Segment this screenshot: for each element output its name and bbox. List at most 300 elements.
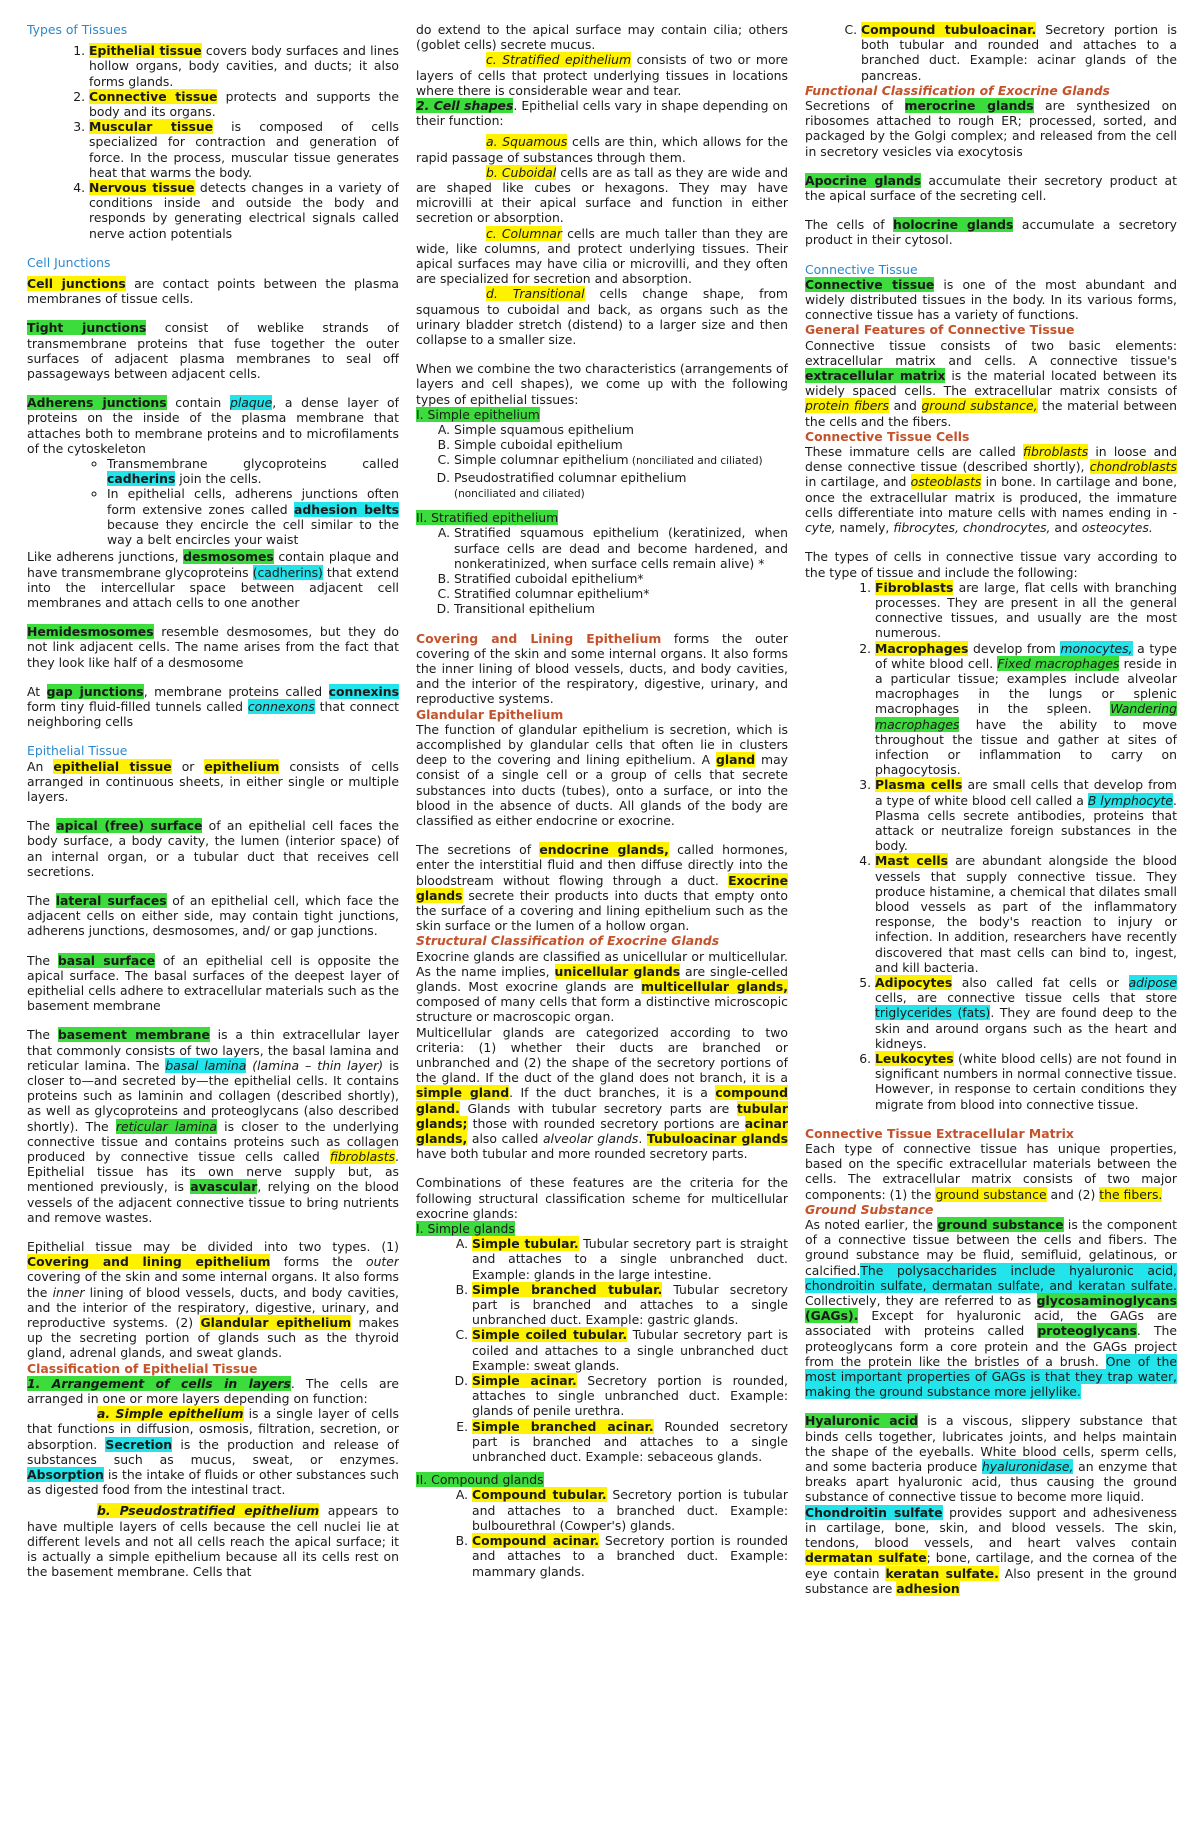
text-span: adhesion <box>896 1580 960 1596</box>
list-item <box>454 452 788 469</box>
text-span: outer <box>366 1254 399 1270</box>
text-span: The <box>27 818 57 834</box>
text-span: Apocrine glands <box>805 172 922 188</box>
heading-ground-substance: Ground Substance <box>805 1201 934 1217</box>
text-span: Fibroblasts <box>875 579 954 595</box>
text-span: is composed of cells specialized for contraction and generation of force. In the process, muscular tissue generates heat that warms the body. <box>89 119 399 180</box>
general-features-paragraph <box>805 338 1177 429</box>
text-span: Pseudostratified columnar epithelium <box>454 469 687 485</box>
text-span: namely, <box>835 520 894 536</box>
text-span: lateral surfaces <box>55 892 167 908</box>
text-span: The <box>27 952 58 968</box>
text-span: Fixed macrophages <box>997 655 1120 671</box>
text-span: basal lamina <box>165 1057 247 1073</box>
list-item <box>89 89 399 119</box>
text-span: cadherins <box>107 471 176 487</box>
text-span: composed of many cells that form a distinctive microscopic structure or macroscopic organ. <box>416 994 788 1025</box>
text-span: alveolar glands <box>542 1131 639 1147</box>
text-span: Stratified columnar epithelium* <box>454 586 650 602</box>
text-span: that extend into the intercellular space between adjacent cell membranes and attach cells to one another <box>27 564 399 610</box>
text-span: forms the <box>270 1254 366 1270</box>
basal-paragraph <box>27 953 399 1014</box>
text-span: Stratified squamous epithelium (keratinized, when surface cells are dead and become hardened, and nonkeratinized, when surface cells remain alive) * <box>454 525 788 571</box>
text-span: tubular glands; <box>416 1100 788 1131</box>
list-item <box>875 975 1177 1051</box>
text-span: have the ability to move throughout the tissue and gather at sites of infection or inflammation to carry on phagocytosis. <box>875 716 1177 778</box>
simple-glands-list <box>416 1236 788 1464</box>
text-span: Chondroitin sulfate <box>805 1504 943 1520</box>
text-span: is closer to—and secreted by—the epithelial cells. It contains proteins such as laminin and collagen (described shortly), as well as glycoproteins and proteoglycans (also described shortly). The <box>27 1057 399 1134</box>
text-span: endocrine glands, <box>539 842 669 858</box>
text-span: Tight junctions <box>27 320 147 336</box>
text-span: basement membrane <box>57 1027 210 1043</box>
multicellular-paragraph <box>416 1025 788 1162</box>
text-span: d. Transitional <box>486 286 585 302</box>
text-span: is the production and release of substances such as mucus, sweat, or enzymes. <box>27 1436 399 1467</box>
text-span: merocrine glands <box>904 98 1034 114</box>
text-span: Muscular tissue <box>89 119 214 135</box>
simple-epithelium-heading <box>416 407 788 422</box>
text-span: and (2) <box>1046 1186 1100 1202</box>
text-span: . Epithelial tissue has its own nerve supply but, as mentioned previously, is <box>27 1149 399 1195</box>
text-span: acinar glands, <box>416 1115 788 1147</box>
text-span: Glands with tubular secretory parts are <box>459 1100 737 1116</box>
text-span: Tubular secretory part is branched and attaches to a single unbranched duct. Example: gastric glands. <box>472 1281 788 1328</box>
squamous-paragraph <box>416 134 788 164</box>
text-span: Compound acinar. <box>472 1533 599 1549</box>
list-item <box>454 437 788 452</box>
heading-connective-tissue: Connective Tissue <box>805 261 918 277</box>
list-item <box>454 470 788 502</box>
text-span: -cyte, <box>805 504 1177 536</box>
text-span: is a viscous, slippery substance that binds cells together, lubricates joints, and helps maintain the shape of the eyeballs. White blood cells, sperm cells, and some bacteria produce <box>805 1413 1177 1475</box>
text-span: is the intake of fluids or other substances such as digested food from the intestinal tract. <box>27 1467 399 1498</box>
text-span: Adherens junctions <box>27 395 167 411</box>
list-item <box>89 43 399 89</box>
text-span: . The cells are arranged in one or more layers depending on function: <box>27 1375 399 1407</box>
text-span: fibrocytes, chondrocytes, <box>893 520 1051 536</box>
text-span: Absorption <box>27 1467 104 1483</box>
text-span: a. Squamous <box>486 134 568 150</box>
text-span: gland <box>715 752 756 768</box>
combine-paragraph: When we combine the two characteristics (arrangements of layers and cell shapes), we come up with the following types of epithelial tissues: <box>416 361 788 407</box>
list-item <box>875 641 1177 778</box>
text-span: detects changes in a variety of conditions inside and outside the body and responds by generating electrical signals called nerve action potentials <box>89 180 399 241</box>
text-span: , membrane proteins called <box>143 683 329 699</box>
text-span: b. Pseudostratified epithelium <box>97 1503 320 1519</box>
list-item <box>454 586 788 601</box>
apical-paragraph <box>27 818 399 879</box>
text-span: I. Simple epithelium <box>416 406 540 422</box>
list-item <box>472 1487 788 1533</box>
text-span: . Epithelial cells vary in shape depending on their function: <box>416 98 788 129</box>
text-span: An <box>27 758 54 774</box>
list-item <box>861 22 1177 83</box>
text-span: keratan sulfate. <box>885 1565 999 1581</box>
text-span: (lamina – thin layer) <box>246 1057 384 1073</box>
list-item <box>875 580 1177 641</box>
text-span: contain plaque and have transmembrane glycoproteins <box>27 549 399 580</box>
text-span: Simple tubular. <box>472 1236 579 1252</box>
glandular-paragraph <box>416 722 788 828</box>
text-span: a. Simple epithelium <box>97 1406 244 1422</box>
list-item <box>89 180 399 241</box>
text-span: cells are as tall as they are wide and are shaped like cubes or hexagons. They may have microvilli at their apical surface and function in either secretion or absorption. <box>416 164 788 226</box>
text-span: glycosaminoglycans (GAGs). <box>805 1293 1177 1324</box>
column-1 <box>27 22 399 1579</box>
text-span: contain <box>166 395 230 411</box>
text-span: and <box>888 398 922 414</box>
text-span: cells are much taller than they are wide, like columns, and protect underlying tissues. Their apical surfaces may have cilia or microvilli, and they often are specialized for secretion and absorption. <box>416 225 788 287</box>
text-span: secrete their products into ducts that empty onto the surface of a covering and lining epithelium such as the skin surface or the lumen of a hollow organ. <box>416 887 788 934</box>
text-span: reticular lamina <box>115 1118 217 1134</box>
text-span: may consist of a single cell or a group of cells that secrete substances into ducts (tubes), onto a surface, or into the blood in the absence of ducts. All glands of the body are classified as either endocrine or exocrine. <box>416 752 788 828</box>
text-span: the material between the cells and the fibers. <box>805 398 1177 429</box>
text-span: an enzyme that breaks apart hyaluronic acid, thus causing the ground substance of connective tissue to become more liquid. <box>805 1459 1177 1505</box>
text-span: called hormones, enter the interstitial fluid and then diffuse directly into the bloodstream without flowing through a duct. <box>416 842 788 888</box>
heading-ecm: Connective Tissue Extracellular Matrix <box>805 1125 1074 1141</box>
text-span: Hyaluronic acid <box>805 1413 919 1429</box>
text-span: The function of glandular epithelium is secretion, which is accomplished by glandular cells that often lie in clusters deep to the covering and lining epithelium. A <box>416 721 788 768</box>
transitional-paragraph <box>416 286 788 347</box>
text-span: cells change shape, from squamous to cuboidal and back, as organs such as the urinary bladder stretch (distend) to a larger size and then collapse to a smaller size. <box>416 286 788 348</box>
list-item <box>472 1533 788 1579</box>
text-span: ; bone, cartilage, and the cornea of the eye contain <box>805 1550 1177 1581</box>
text-span: a type of white blood cell. <box>875 640 1177 671</box>
text-span: extracellular matrix <box>805 368 946 384</box>
text-span: resemble desmosomes, but they do not link adjacent cells. The name arises from the fact that they look like half of a desmosome <box>27 624 399 670</box>
text-span: Except for hyaluronic acid, the GAGs are associated with proteins called <box>805 1308 1177 1339</box>
text-span: have both tubular and more rounded secretory parts. <box>416 1146 748 1162</box>
text-span: of an epithelial cell is opposite the apical surface. The basal surfaces of the deepest layer of epithelial cells adhere to extracellular materials such as the basement membrane <box>27 952 399 1014</box>
text-span: , relying on the blood vessels of the adjacent connective tissue to bring nutrients and remove wastes. <box>27 1179 399 1225</box>
stratified-paragraph <box>416 52 788 98</box>
ground-substance-paragraph <box>805 1217 1177 1399</box>
pseudostratified-paragraph <box>27 1503 399 1579</box>
list-item <box>472 1327 788 1373</box>
text-span: compound gland. <box>416 1085 788 1116</box>
text-span: Secretory portion is both tubular and rounded and attaches to a branched duct. Example: acinar glands of the pancreas. <box>861 22 1177 83</box>
text-span: Cell junctions <box>27 276 126 292</box>
text-span: Covering and Lining Epithelium <box>416 630 662 646</box>
text-span: multicellular glands, <box>641 978 788 994</box>
cuboidal-paragraph <box>416 165 788 226</box>
text-span: epithelium <box>204 758 280 774</box>
continuation-paragraph: do extend to the apical surface may contain cilia; others (goblet cells) secrete mucus. <box>416 22 788 53</box>
ct-cell-types-list <box>805 580 1177 1112</box>
text-span: appears to have multiple layers of cells because the cell nuclei lie at different levels and not all cells reach the apical surface; it is actually a simple epithelium because all its cells rest on the basement membrane. Cells that <box>27 1503 399 1580</box>
text-span: Each type of connective tissue has unique properties, based on the specific extracellular materials between the cells. The extracellular matrix consists of two major components: (1) the <box>805 1141 1177 1202</box>
text-span: hyaluronidase, <box>981 1459 1074 1475</box>
text-span: Nervous tissue <box>89 180 195 196</box>
text-span: ground substance, <box>921 398 1038 414</box>
heading-epithelial-tissue: Epithelial Tissue <box>27 743 128 759</box>
text-span: or <box>171 758 205 774</box>
text-span: . Plasma cells secrete antibodies, proteins that attack or neutralize foreign substances in the body. <box>875 792 1177 854</box>
text-span: are large, flat cells with branching processes. They are present in all the general connective tissues, and usually are the most numerous. <box>875 579 1177 641</box>
text-span: accumulate a secretory product in their cytosol. <box>805 217 1177 248</box>
text-span: Secretion <box>105 1436 173 1452</box>
text-span: Macrophages <box>875 640 969 656</box>
text-span: (nonciliated and ciliated) <box>454 487 585 500</box>
text-span: simple gland <box>416 1085 510 1101</box>
text-span: connexins <box>328 683 399 699</box>
text-span: of an epithelial cell faces the body surface, a body cavity, the lumen (interior space) of an internal organ, or a tubular duct that receives cell secretions. <box>27 818 399 879</box>
list-item <box>875 853 1177 975</box>
text-span: plaque <box>229 395 273 411</box>
text-span: dermatan sulfate <box>805 1550 927 1566</box>
list-item <box>875 1051 1177 1112</box>
text-span: The cells of <box>805 217 894 233</box>
compound-glands-list <box>416 1487 788 1578</box>
text-span: chondroblasts <box>1089 459 1177 475</box>
text-span: fibroblasts <box>329 1149 396 1164</box>
text-span: ground substance <box>937 1217 1064 1233</box>
text-span: avascular <box>190 1179 258 1195</box>
list-item <box>454 525 788 571</box>
text-span: provides support and adhesiveness in cartilage, bone, skin, and blood vessels. The skin, tendons, blood vessels, and heart valves contain <box>805 1504 1177 1551</box>
adherens-paragraph <box>27 395 399 456</box>
text-span: Secretory portion is tubular and attaches to a branched duct. Example: bulbourethral (Cowper's) glands. <box>472 1487 788 1533</box>
basement-membrane-paragraph <box>27 1027 399 1225</box>
text-span: Compound tubuloacinar. <box>861 22 1037 37</box>
text-span: connexons <box>247 698 315 714</box>
text-span: Simple coiled tubular. <box>472 1327 628 1343</box>
simple-epithelium-paragraph <box>27 1406 399 1497</box>
text-span: inner <box>52 1284 85 1300</box>
text-span: are abundant alongside the blood vessels that supply connective tissue. They produce histamine, a chemical that dilates small blood vessels as part of the inflammatory response, the body's reaction to injury or infection. In addition, researchers have recently discovered that mast cells can bind to, ingest, and kill bacteria. <box>875 853 1177 975</box>
text-span: . If the duct branches, it is a <box>509 1085 716 1101</box>
lateral-paragraph <box>27 893 399 939</box>
text-span: Wandering macrophages <box>875 701 1177 732</box>
text-span: form tiny fluid-filled tunnels called <box>27 698 248 714</box>
text-span: adipose <box>1128 974 1177 990</box>
text-span: 2. Cell shapes <box>416 98 514 114</box>
text-span: (white blood cells) are not found in significant numbers in normal connective tissue. However, in response to certain conditions they migrate from blood into connective tissue. <box>875 1051 1177 1112</box>
heading-types-of-tissues: Types of Tissues <box>27 22 128 37</box>
text-span: . They are found deep to the skin and around organs such as the heart and kidneys. <box>875 1005 1177 1051</box>
text-span: As noted earlier, the <box>805 1217 938 1233</box>
epithelium-paragraph <box>27 759 399 805</box>
text-span: Simple squamous epithelium <box>454 422 634 438</box>
columnar-paragraph <box>416 226 788 287</box>
cell-types-intro: The types of cells in connective tissue vary according to the type of tissue and include the following: <box>805 549 1177 580</box>
text-span: Simple acinar. <box>472 1373 577 1389</box>
text-span: consist of weblike strands of transmembrane proteins that fuse together the outer surfaces of adjacent plasma membranes to seal off passageways between adjacent cells. <box>27 320 399 382</box>
list-item <box>89 119 399 180</box>
text-span: These immature cells are called <box>805 444 1023 460</box>
text-span: is one of the most abundant and widely distributed tissues in the body. In its various forms, connective tissue has a variety of functions. <box>805 276 1177 323</box>
text-span: are contact points between the plasma membranes of tissue cells. <box>27 276 399 307</box>
text-span: ground substance <box>935 1186 1047 1202</box>
adherens-bullets <box>27 456 399 547</box>
text-span: holocrine glands <box>893 217 1014 233</box>
text-span: Simple branched tubular. <box>472 1281 663 1297</box>
compound-glands-list-continued <box>805 22 1177 83</box>
text-span: lining of blood vessels, ducts, and body cavities, and the interior of the respiratory, digestive, urinary, and reproductive systems. (2) <box>27 1284 399 1331</box>
text-span: 1. Arrangement of cells in layers <box>27 1375 291 1391</box>
text-span: that connect neighboring cells <box>27 698 399 730</box>
text-span: Transmembrane glycoproteins called <box>107 456 399 472</box>
text-span: join the cells. <box>175 471 262 487</box>
tissue-types-list <box>27 43 399 241</box>
text-span: of an epithelial cell, which face the adjacent cells on either side, may contain tight junctions, adherens junctions, desmosomes, and/ or gap junctions. <box>27 892 399 939</box>
text-span: covers body surfaces and lines hollow organs, body cavities, and ducts; it also forms glands. <box>89 43 399 89</box>
text-span: The <box>27 1027 58 1043</box>
arrangement-paragraph <box>27 1376 399 1406</box>
text-span: At <box>27 683 47 699</box>
text-span: because they encircle the cell similar to the way a belt encircles your waist <box>107 516 399 548</box>
list-item <box>472 1236 788 1282</box>
list-item <box>107 456 399 486</box>
text-span: The <box>27 892 56 908</box>
text-span: in loose and dense connective tissue (described shortly), <box>805 444 1177 475</box>
text-span: and <box>1050 520 1082 536</box>
text-span: II. Stratified epithelium <box>416 510 559 526</box>
text-span: The polysaccharides include hyaluronic acid, chondroitin sulfate, dermatan sulfate, and keratan sulfate. <box>805 1262 1177 1293</box>
text-span: Collectively, they are referred to as <box>805 1293 1037 1309</box>
text-span: Secretory portion is rounded and attaches to a branched duct. Example: mammary glands. <box>472 1533 788 1579</box>
heading-classification: Classification of Epithelial Tissue <box>27 1360 258 1376</box>
text-span: is the component of a connective tissue between the cells and fibers. The ground substance may be fluid, semifluid, gelatinous, or calcified. <box>805 1217 1177 1278</box>
heading-glandular: Glandular Epithelium <box>416 706 564 722</box>
list-item <box>454 571 788 586</box>
connective-tissue-paragraph <box>805 277 1177 323</box>
text-span: in bone. In cartilage and bone, once the extracellular matrix is produced, the immature cells differentiate into mature cells with names ending in <box>805 474 1177 520</box>
column-2 <box>416 22 788 1587</box>
text-span: Mast cells <box>875 853 949 869</box>
text-span: (nonciliated and ciliated) <box>628 455 763 468</box>
text-span: cells are thin, which allows for the rapid passage of substances through them. <box>416 134 788 165</box>
text-span: Epithelial tissue may be divided into two types. (1) <box>27 1239 399 1255</box>
desmosomes-paragraph <box>27 549 399 610</box>
text-span: I. Simple glands <box>416 1221 515 1237</box>
text-span: Transitional epithelium <box>454 601 595 617</box>
hemidesmosomes-paragraph <box>27 624 399 670</box>
heading-general-features: General Features of Connective Tissue <box>805 322 1075 338</box>
text-span: osteocytes. <box>1081 520 1153 536</box>
text-span: Exocrine glands are classified as unicellular or multicellular. As the name implies, <box>416 948 788 979</box>
text-span: B lymphocyte <box>1087 792 1174 808</box>
covering-lining-paragraph <box>416 631 788 707</box>
hyaluronic-paragraph <box>805 1413 1177 1504</box>
text-span: Secretory portion is rounded, attaches to single unbranched duct. Example: glands of penile urethra. <box>472 1373 788 1419</box>
text-span: reside in a particular tissue; examples include alveolar macrophages in the lungs or splenic macrophages in the spleen. <box>875 655 1177 717</box>
text-span: Tubular secretory part is coiled and attaches to a single unbranched duct Example: sweat glands. <box>472 1327 788 1373</box>
text-span: are single-celled glands. Most exocrine glands are <box>416 963 788 994</box>
text-span: Tubuloacinar glands <box>646 1131 788 1147</box>
text-span: Plasma cells <box>875 777 963 793</box>
text-span: triglycerides (fats) <box>875 1005 991 1021</box>
text-span: Multicellular glands are categorized according to two criteria: (1) whether their ducts are branched or unbranched and (2) the shape of the secretory portions of the gland. If the duct of the gland does not branch, it is a <box>416 1024 788 1086</box>
compound-glands-heading <box>416 1472 788 1487</box>
gap-junctions-paragraph <box>27 684 399 730</box>
text-span: proteoglycans <box>1037 1323 1137 1339</box>
text-span: cells, are connective tissue cells that store <box>875 990 1177 1006</box>
text-span: Stratified cuboidal epithelium* <box>454 570 644 586</box>
text-span: Adipocytes <box>875 974 953 990</box>
endocrine-paragraph <box>416 842 788 933</box>
text-span: also called fat cells or <box>952 974 1129 990</box>
text-span: apical (free) surface <box>56 818 203 834</box>
text-span: One of the most important properties of GAGs is that they trap water, making the ground substance more jellylike. <box>805 1353 1177 1400</box>
text-span: covering of the skin and some internal organs. It also forms the <box>27 1269 399 1300</box>
merocrine-paragraph <box>805 98 1177 159</box>
text-span: consists of two or more layers of cells that protect underlying tissues in locations where there is considerable wear and tear. <box>416 52 788 98</box>
text-span: (cadherins) <box>252 564 323 580</box>
text-span: Rounded secretory part is branched and attaches to a single unbranched duct. Example: sebaceous glands. <box>472 1418 788 1465</box>
text-span: Glandular epithelium <box>200 1315 352 1331</box>
heading-cell-junctions: Cell Junctions <box>27 254 111 270</box>
heading-structural: Structural Classification of Exocrine Glands <box>416 933 720 949</box>
list-item <box>875 777 1177 853</box>
text-span: . The proteoglycans form a core protein and the GAGs project from the protein like the bristles of a brush. <box>805 1323 1177 1369</box>
chondroitin-paragraph <box>805 1505 1177 1596</box>
text-span: Simple columnar epithelium <box>454 452 629 468</box>
text-span: epithelial tissue <box>53 758 172 774</box>
ct-cells-paragraph <box>805 444 1177 535</box>
text-span: Compound tubular. <box>472 1487 607 1503</box>
simple-glands-heading <box>416 1221 788 1236</box>
list-item <box>107 486 399 547</box>
text-span: Simple cuboidal epithelium <box>454 437 623 453</box>
text-span: basal surface <box>57 952 156 968</box>
text-span: unicellular glands <box>554 963 681 979</box>
combinations-paragraph: Combinations of these features are the criteria for the following structural classification scheme for multicellular exocrine glands: <box>416 1175 788 1221</box>
text-span: desmosomes <box>183 549 274 565</box>
simple-epithelium-list <box>416 422 788 502</box>
text-span: forms the outer covering of the skin and some internal organs. It also forms the inner lining of blood vessels, ducts, and body cavities, and the interior of the respiratory, digestive, urinary, and reproductive systems. <box>416 630 788 707</box>
list-item <box>454 422 788 437</box>
list-item <box>472 1282 788 1328</box>
text-span: the fibers. <box>1099 1186 1163 1202</box>
text-span: monocytes, <box>1060 640 1133 656</box>
list-item <box>454 601 788 616</box>
text-span: Leukocytes <box>875 1051 954 1066</box>
text-span: The secretions of <box>416 842 540 858</box>
text-span: fibroblasts <box>1022 444 1089 460</box>
stratified-epithelium-heading <box>416 510 788 525</box>
text-span: protein fibers <box>805 398 889 414</box>
cell-junctions-paragraph <box>27 276 399 306</box>
text-span: Secretions of <box>805 98 905 114</box>
column-3 <box>805 22 1177 1596</box>
text-span: Connective tissue consists of two basic elements: extracellular matrix and cells. A connective tissue's <box>805 337 1177 368</box>
text-span: protects and supports the body and its organs. <box>89 88 399 120</box>
holocrine-paragraph <box>805 217 1177 247</box>
text-span: Exocrine glands <box>416 872 788 903</box>
text-span: gap junctions <box>46 683 144 699</box>
text-span: Connective tissue <box>89 88 218 104</box>
ecm-paragraph <box>805 1141 1177 1202</box>
text-span: b. Cuboidal <box>486 164 557 180</box>
text-span: is closer to the underlying connective tissue and contains proteins such as collagen produced by connective tissue cells called <box>27 1118 399 1164</box>
text-span: develop from <box>968 640 1061 656</box>
text-span: In epithelial cells, adherens junctions often form extensive zones called <box>107 486 399 517</box>
text-span: also called <box>467 1131 543 1147</box>
text-span: those with rounded secretory portions are <box>467 1115 745 1131</box>
epithelium-types-paragraph <box>27 1239 399 1361</box>
stratified-epithelium-list <box>416 525 788 616</box>
text-span: is a thin extracellular layer that commonly consists of two layers, the basal lamina and reticular lamina. The <box>27 1027 399 1073</box>
heading-functional: Functional Classification of Exocrine Glands <box>805 82 1110 98</box>
text-span: consists of cells arranged in continuous sheets, in either single or multiple layers. <box>27 758 399 804</box>
text-span: adhesion belts <box>294 501 399 517</box>
text-span: are small cells that develop from a type of white blood cell called a <box>875 777 1177 808</box>
text-span: Simple branched acinar. <box>472 1418 654 1434</box>
text-span: Epithelial tissue <box>89 43 202 59</box>
tight-junctions-paragraph <box>27 320 399 381</box>
